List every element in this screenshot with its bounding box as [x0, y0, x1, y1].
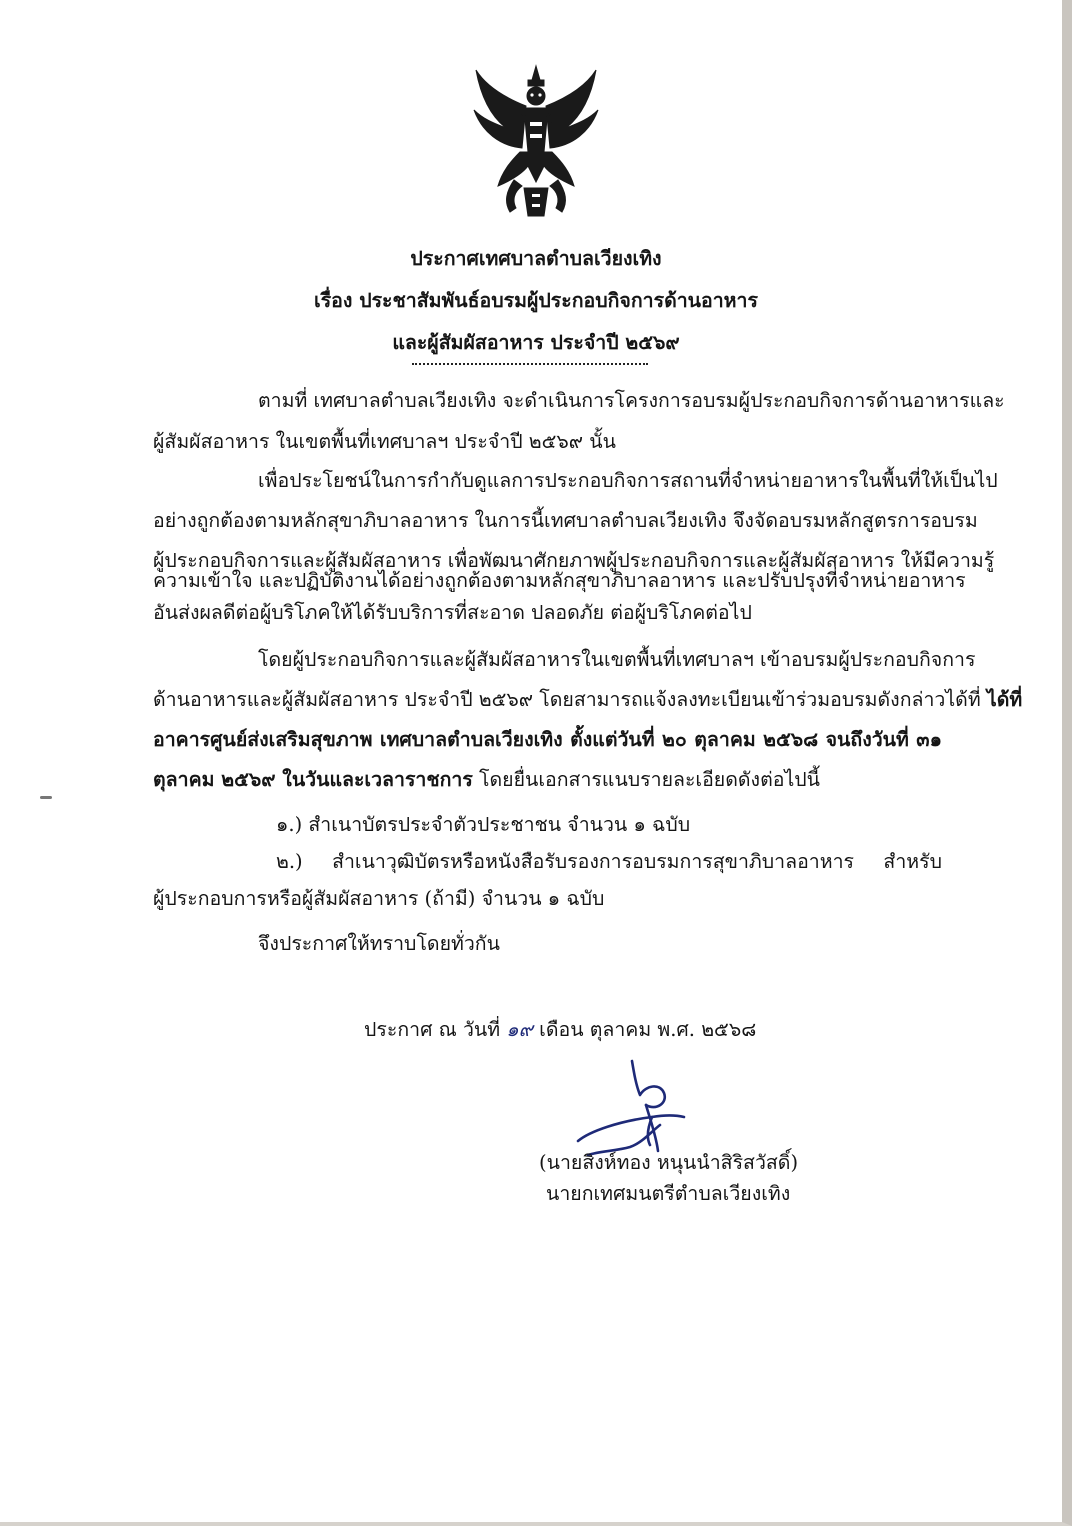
closing-statement: จึงประกาศให้ทราบโดยทั่วกัน: [258, 932, 500, 955]
para2-line5: อันส่งผลดีต่อผู้บริโภคให้ได้รับบริการที่สะอาด ปลอดภัย ต่อผู้บริโภคต่อไป: [153, 601, 752, 624]
date-suffix: เดือน ตุลาคม พ.ศ. ๒๕๖๘: [532, 1018, 757, 1041]
para2-line2: อย่างถูกต้องตามหลักสุขาภิบาลอาหาร ในการนี้เทศบาลตำบลเวียงเทิง จึงจัดอบรมหลักสูตรการอบรม: [153, 509, 978, 532]
para3-line2-bold: ได้ที่: [986, 688, 1023, 711]
list-item-1: ๑.) สำเนาบัตรประจำตัวประชาชน จำนวน ๑ ฉบับ: [276, 813, 691, 836]
para2-line3: ผู้ประกอบกิจการและผู้สัมผัสอาหาร เพื่อพัฒนาศักยภาพผู้ประกอบกิจการและผู้สัมผัสอาหาร ให้มีความรู้: [153, 549, 995, 572]
signatory-name: (นายสิงห์ทอง หนุนนำสิริสวัสดิ์): [539, 1151, 799, 1174]
para3-line2-text: ด้านอาหารและผู้สัมผัสอาหาร ประจำปี ๒๕๖๙ โดยสามารถแจ้งลงทะเบียนเข้าร่วมอบรมดังกล่าวได้ที่: [153, 688, 987, 711]
subject-line-2: และผู้สัมผัสอาหาร ประจำปี ๒๕๖๙: [392, 331, 680, 354]
para1-line1: ตามที่ เทศบาลตำบลเวียงเทิง จะดำเนินการโครงการอบรมผู้ประกอบกิจการด้านอาหารและ: [258, 389, 1005, 412]
para3-line2: [153, 686, 1022, 714]
para2-line4: ความเข้าใจ และปฏิบัติงานได้อย่างถูกต้องตามหลักสุขาภิบาลอาหาร และปรับปรุงที่จำหน่ายอาหาร: [153, 569, 966, 592]
subject-line-1: เรื่อง ประชาสัมพันธ์อบรมผู้ประกอบกิจการด้านอาหาร: [314, 289, 758, 312]
announcement-date: [364, 1016, 756, 1044]
para3-line4-text: โดยยื่นเอกสารแนบรายละเอียดดังต่อไปนี้: [472, 768, 820, 791]
list-item-2-line2: ผู้ประกอบการหรือผู้สัมผัสอาหาร (ถ้ามี) จำนวน ๑ ฉบับ: [153, 887, 605, 910]
title-divider: [412, 363, 648, 365]
para3-line4: [153, 766, 820, 794]
list-item-2-line1: ๒.) สำเนาวุฒิบัตรหรือหนังสือรับรองการอบรมการสุขาภิบาลอาหาร สำหรับ: [276, 850, 942, 873]
para3-line1: โดยผู้ประกอบกิจการและผู้สัมผัสอาหารในเขตพื้นที่เทศบาลฯ เข้าอบรมผู้ประกอบกิจการ: [258, 648, 976, 671]
signatory-position: นายกเทศมนตรีตำบลเวียงเทิง: [546, 1182, 791, 1205]
para1-line2: ผู้สัมผัสอาหาร ในเขตพื้นที่เทศบาลฯ ประจำปี ๒๕๖๙ นั้น: [153, 430, 616, 453]
para3-line3: อาคารศูนย์ส่งเสริมสุขภาพ เทศบาลตำบลเวียงเทิง ตั้งแต่วันที่ ๒๐ ตุลาคม ๒๕๖๘ จนถึงวันที่ ๓๑: [153, 728, 942, 751]
para3-line4-bold: ตุลาคม ๒๕๖๙ ในวันและเวลาราชการ: [153, 768, 473, 791]
paper-speck: [40, 796, 52, 799]
announcement-title: ประกาศเทศบาลตำบลเวียงเทิง: [410, 247, 662, 270]
date-prefix: ประกาศ ณ วันที่: [364, 1018, 507, 1041]
date-day: ๑๙: [506, 1018, 533, 1041]
para2-line1: เพื่อประโยชน์ในการกำกับดูแลการประกอบกิจการสถานที่จำหน่ายอาหารในพื้นที่ให้เป็นไป: [258, 469, 998, 492]
garuda-emblem-icon: [466, 62, 606, 222]
